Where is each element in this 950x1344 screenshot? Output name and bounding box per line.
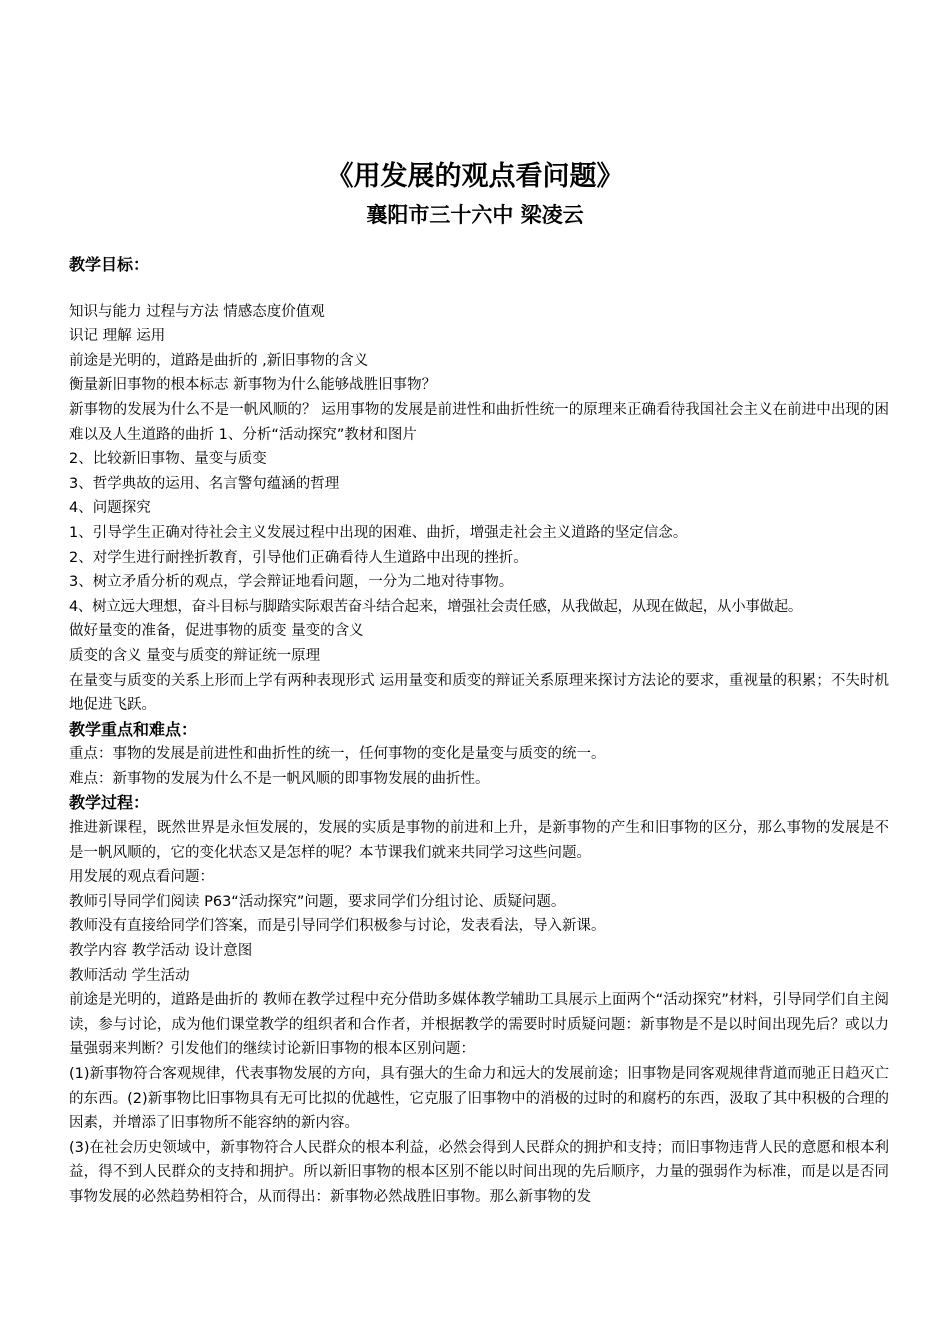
text-line: 教师没有直接给同学们答案，而是引导同学们积极参与讨论，发表看法，导入新课。 <box>69 918 606 935</box>
section-heading-process: 教学过程： <box>69 793 150 813</box>
text-line: 做好量变的准备，促进事物的质变 量变的含义 <box>69 623 364 640</box>
text-line: 衡量新旧事物的根本标志 新事物为什么能够战胜旧事物？ <box>69 377 437 394</box>
document-body <box>69 253 889 1210</box>
section-heading-goals: 教学目标： <box>69 255 150 274</box>
section-heading-key-points: 教学重点和难点： <box>69 719 198 739</box>
text-line: 教学内容 教学活动 设计意图 <box>69 943 253 960</box>
text-line: 4、问题探究 <box>69 500 151 517</box>
text-paragraph: 新事物的发展为什么不是一帆风顺的？ 运用事物的发展是前进性和曲折性统一的原理来正确看待我国社会主义在前进中出现的困难以及人生道路的曲折 1、分析“活动探究”教材和图片 <box>69 401 889 443</box>
document-author: 襄阳市三十六中 梁凌云 <box>366 202 584 227</box>
text-line: 前途是光明的，道路是曲折的 ,新旧事物的含义 <box>69 352 369 369</box>
text-paragraph: (1)新事物符合客观规律，代表事物发展的方向，具有强大的生命力和远大的发展前途；旧事物是同客观规律背道而驰正日趋灭亡的东西。(2)新事物比旧事物具有无可比拟的优越性，它克服了旧事物中的消极的过时的和腐朽的东西，汲取了其中积极的合理的因素，并增添了旧事物所不能容纳的新内容。 <box>69 1066 889 1132</box>
text-line: 1、引导学生正确对待社会主义发展过程中出现的困难、曲折，增强走社会主义道路的坚定信念。 <box>69 524 688 541</box>
text-line: 2、比较新旧事物、量变与质变 <box>69 451 267 468</box>
text-line: 3、哲学典故的运用、名言警句蕴涵的哲理 <box>69 475 340 492</box>
text-line: 4、树立远大理想，奋斗目标与脚踏实际艰苦奋斗结合起来，增强社会责任感，从我做起，从现在做起，从小事做起。 <box>69 598 803 615</box>
text-line: 用发展的观点看问题： <box>69 869 214 886</box>
text-line: 知识与能力 过程与方法 情感态度价值观 <box>69 303 325 320</box>
key-point-line: 重点：事物的发展是前进性和曲折性的统一，任何事物的变化是量变与质变的统一。 <box>69 746 606 763</box>
text-paragraph: 推进新课程，既然世界是永恒发展的，发展的实质是事物的前进和上升，是新事物的产生和旧事物的区分，那么事物的发展是不是一帆风顺的，它的变化状态又是怎样的呢？本节课我们就来共同学习这些问题。 <box>69 820 889 861</box>
difficult-point-line: 难点：新事物的发展为什么不是一帆风顺的即事物发展的曲折性。 <box>69 770 490 787</box>
text-line: 质变的含义 量变与质变的辩证统一原理 <box>69 647 321 664</box>
text-paragraph: 前途是光明的，道路是曲折的 教师在教学过程中充分借助多媒体教学辅助工具展示上面两个“活动探究”材料，引导同学们自主阅读，参与讨论，成为他们课堂教学的组织者和合作者，并根据教学的需要时时质疑问题：新事物是不是以时间出现先后？或以力量强弱来判断？引发他们的继续讨论新旧事物的根本区别问题： <box>69 992 889 1058</box>
text-line: 2、对学生进行耐挫折教育，引导他们正确看待人生道路中出现的挫折。 <box>69 549 528 566</box>
text-line: 识记 理解 运用 <box>69 328 166 345</box>
text-paragraph: (3)在社会历史领域中，新事物符合人民群众的根本利益，必然会得到人民群众的拥护和支持；而旧事物违背人民的意愿和根本利益，得不到人民群众的支持和拥护。所以新旧事物的根本区别不能以时间出现的先后顺序，力量的强弱作为标准，而是以是否同事物发展的必然趋势相符合，从而得出：新事物必然战胜旧事物。那么新事物的发 <box>69 1139 889 1205</box>
text-line: 教师引导同学们阅读 P63“活动探究”问题，要求同学们分组讨论、质疑问题。 <box>69 893 566 910</box>
document-title: 《用发展的观点看问题》 <box>326 161 624 192</box>
text-line: 教师活动 学生活动 <box>69 967 190 984</box>
text-line: 3、树立矛盾分析的观点，学会辩证地看问题，一分为二地对待事物。 <box>69 574 514 591</box>
text-paragraph: 在量变与质变的关系上形而上学有两种表现形式 运用量变和质变的辩证关系原理来探讨方法论的要求，重视量的积累；不失时机地促进飞跃。 <box>69 672 889 714</box>
